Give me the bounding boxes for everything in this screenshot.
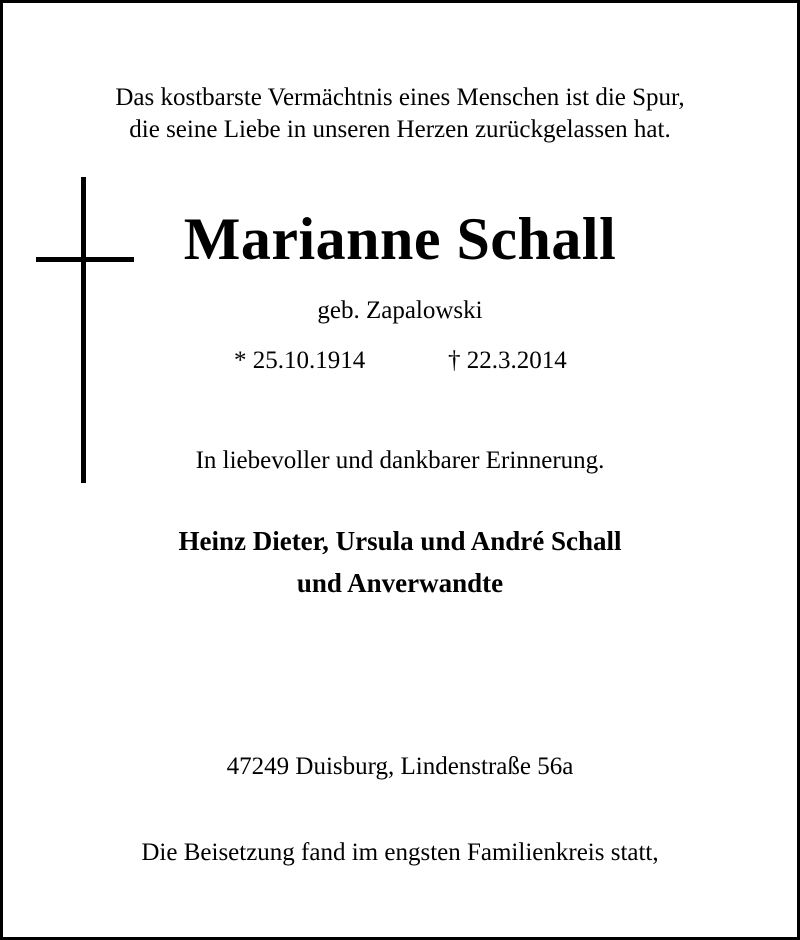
- birth-name: geb. Zapalowski: [317, 297, 483, 324]
- quote-line-1: Das kostbarste Vermächtnis eines Menschen ist die Spur,: [115, 84, 685, 111]
- birth-date: * 25.10.1914: [234, 347, 366, 374]
- memory-text: In liebevoller und dankbarer Erinnerung.: [195, 447, 605, 474]
- funeral-note: Die Beisetzung fand im engsten Familienkreis statt,: [141, 839, 659, 866]
- mourners-line-2: und Anverwandte: [296, 568, 504, 598]
- address: 47249 Duisburg, Lindenstraße 56a: [226, 753, 574, 780]
- mourners-line-1: Heinz Dieter, Ursula und André Schall: [178, 526, 622, 556]
- deceased-name: Marianne Schall: [183, 206, 617, 272]
- quote-line-2: die seine Liebe in unseren Herzen zurückgelassen hat.: [129, 116, 671, 143]
- death-date: † 22.3.2014: [448, 347, 567, 374]
